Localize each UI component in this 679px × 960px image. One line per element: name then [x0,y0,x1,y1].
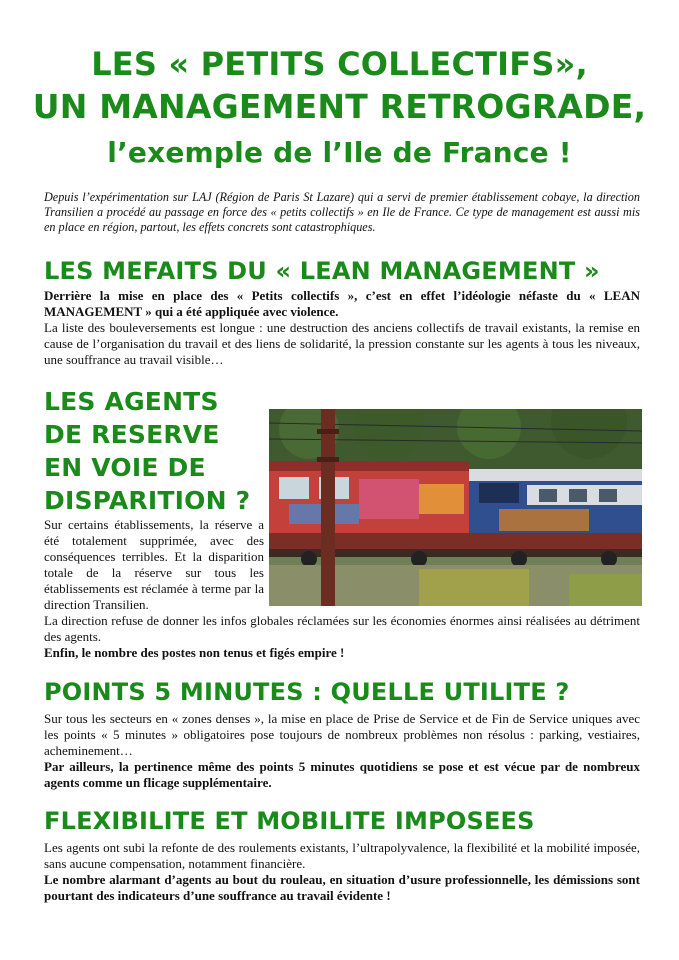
reserve-bold-text: Enfin, le nombre des postes non tenus et figés empire ! [44,645,345,660]
points-bold-text: Par ailleurs, la pertinence même des points 5 minutes quotidiens se pose et est vécue par de nombreux agents comme un flicage supplémentaire. [44,759,640,790]
heading-flexibilite: FLEXIBILITE ET MOBILITE IMPOSEES [44,807,535,835]
heading-reserve-line-1: LES AGENTS [44,387,219,416]
intro-paragraph: Depuis l’expérimentation sur LAJ (Région de Paris St Lazare) qui a servi de premier établissement cobaye, la direction Transilien a procédé au passage en force des « petits collectifs » en Ile de France. Ce type de management est aussi mis en place en région, partout, les effets concrets sont catastrophiques. [44,190,640,234]
title-line-1: LES « PETITS COLLECTIFS», [91,45,588,83]
flex-text: Les agents ont subi la refonte de des roulements existants, l’ultrapolyvalence, la flexibilité et la mobilité imposée, sans aucune compensation, notamment financière. [44,840,640,871]
points-section-body [44,711,640,791]
heading-reserve-line-2: DE RESERVE [44,420,220,449]
lean-bold-text: Derrière la mise en place des « Petits collectifs », c’est en effet l’idéologie néfaste du « LEAN MANAGEMENT » qui a été appliquée avec violence. [44,288,640,319]
heading-agents-reserve [44,385,250,517]
heading-reserve-line-4: DISPARITION ? [44,486,251,515]
points-text: Sur tous les secteurs en « zones denses », la mise en place de Prise de Service et de Fin de Service uniques avec les points « 5 minutes » obligatoires pose toujours de nombreux problèmes non résolus : parking, vestiaires, acheminement… [44,711,640,758]
flex-bold-text: Le nombre alarmant d’agents au bout du rouleau, en situation d’usure professionnelle, les démissions sont pourtant des indicateurs d’une souffrance au travail évidente ! [44,872,640,903]
title-line-3: l’exemple de l’Ile de France ! [107,136,572,169]
heading-points-5-minutes: POINTS 5 MINUTES : QUELLE UTILITE ? [44,678,570,706]
reserve-section-body [44,613,640,661]
heading-lean-management: LES MEFAITS DU « LEAN MANAGEMENT » [44,257,600,285]
reserve-text-1: Sur certains établissements, la réserve a été totalement supprimée, avec des conséquences terribles. Et la disparition totale de la réserve sur tous les établissements est réclamée à terme par la direction Transilien. [44,517,264,612]
lean-text: La liste des bouleversements est longue : une destruction des anciens collectifs de travail existants, la remise en cause de l’organisation du travail et des liens de solidarité, la pression constante sur les agents à tous les niveaux, une souffrance au travail visible… [44,320,640,367]
flex-section-body [44,840,640,904]
title-line-2: UN MANAGEMENT RETROGRADE, [32,87,647,126]
heading-reserve-line-3: EN VOIE DE [44,453,206,482]
lean-section-body [44,288,640,368]
reserve-text-2: La direction refuse de donner les infos globales réclamées sur les économies énormes ainsi réalisées au détriment des agents. [44,613,640,644]
train-photo [269,409,642,606]
